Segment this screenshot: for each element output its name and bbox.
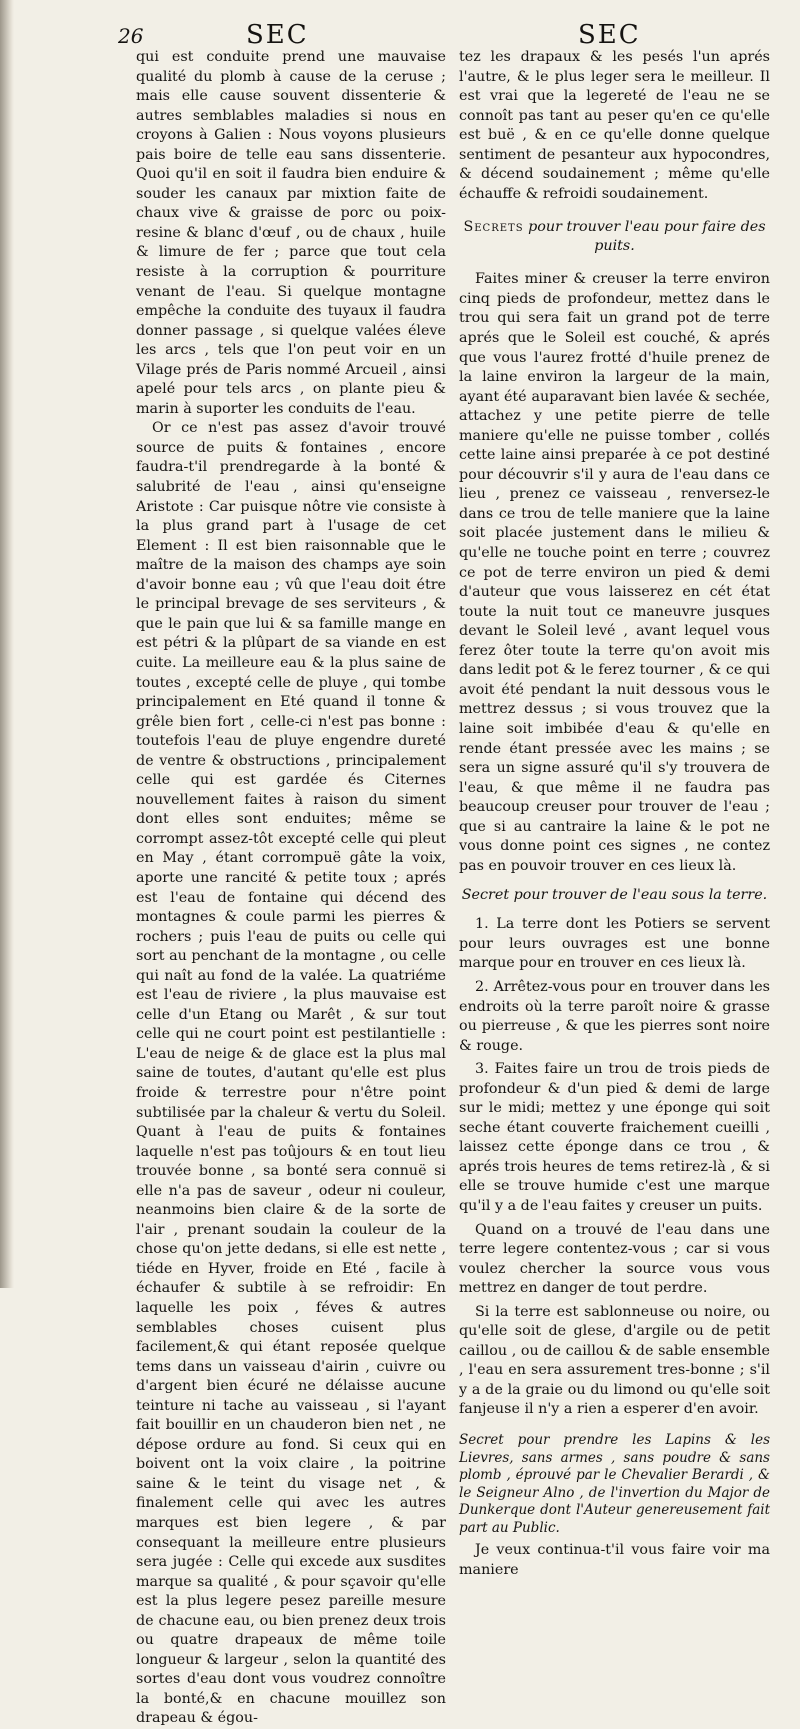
running-head-left: SEC [246,20,309,50]
running-head-right: SEC [578,20,641,50]
paragraph: Quand on a trouvé de l'eau dans une terre legere contentez-vous ; car si vous voulez chercher la source vous vous mettrez en danger de tout perdre. [459,1221,770,1297]
list-item: 2. Arrêtez-vous pour en trouver dans les endroits où la terre paroît noire & grasse ou pierreuse , & que les pierres sont noire & rouge. [459,978,770,1054]
page-number: 26 [118,24,144,48]
page-gutter-shadow [0,0,14,1288]
right-column [459,48,770,1578]
list-item: 3. Faites faire un trou de trois pieds de profondeur & d'un pied & demi de large sur le midi; mettez y une éponge qui soit seche étant couverte fraichement cueilli , laissez cette éponge dans ce trou , & aprés trois heures de tems retirez-là , & si elle se trouve humide c'est une marque qu'il y a de l'eau faites y creuser un puits. [459,1061,770,1214]
paragraph: Je veux continua-t'il vous faire voir ma maniere [459,1542,770,1578]
section-heading-caps: Secrets [463,219,524,236]
paragraph: Faites miner & creuser la terre environ cinq pieds de profondeur, mettez dans le trou qui sera fait un grand pot de terre aprés que le Soleil est couché, & aprés que vous l'aurez frotté d'huile prenez de la laine environ la largeur de la main, ayant été auparavant bien lavée & sechée, attachez y une petite pierre de telle maniere qu'elle ne puisse tomber , collés cette laine ainsi preparée à ce pot destiné pour découvrir s'il y aura de l'eau dans ce lieu , prenez ce vaisseau , renversez-le dans ce trou de telle maniere que la laine soit placée justement dans le milieu & qu'elle ne touche point en terre ; couvrez ce pot de terre environ un pied & demi d'auteur que vous laisserez en cét état toute la nuit tout ce maneuvre jusques devant le Soleil levé , avant lequel vous ferez ôter toute la terre qu'on avoit mis dans ledit pot & le ferez tourner , & ce qui avoit été pendant la nuit dessous vous le mettrez dessus ; si vous trouvez que la laine soit imbibée d'eau & qu'elle en rende étant pressée avec les mains ; se sera un signe assuré qu'il s'y trouvera de l'eau, & que même il ne faudra pas beaucoup creuser pour trouver de l'eau ; que si au cantraire la laine & le pot ne vous donne point ces signes , ne contez pas en pouvoir trouver en ces lieux là. [459,271,770,874]
paragraph: Si la terre est sablonneuse ou noire, ou qu'elle soit de glese, d'argile ou de petit caillou , ou de caillou & de sable ensemble , l'eau en sera assurement tres-bonne ; s'il y a de la graie ou du limond ou qu'elle soit fanjeuse il n'y a rien a esperer d'en avoir. [459,1303,770,1418]
list-item: 1. La terre dont les Potiers se servent pour leurs ouvrages est une bonne marque pour en trouver en ces lieux là. [459,916,770,972]
section-heading-well-water [459,218,770,256]
paragraph: qui est conduite prend une mauvaise qualité du plomb à cause de la ceruse ; mais elle cause souvent dissenterie & autres semblables maladies si nous en croyons à Galien : Nous voyons plusieurs pais boire de telle eau sans dissenterie. Quoi qu'il en soit il faudra bien enduire & souder les canaux par mixtion faite de chaux vive & graisse de porc ou poix-resine & blanc d'œuf , ou de chaux , huile & limure de fer ; parce que tout cela resiste à la corruption & pourriture venant de l'eau. Si quelque montagne empêche la conduite des tuyaux il faudra donner passage , si quelque valées éleve les arcs , tels que l'on peut voir en un Vilage prés de Paris nommé Arcueil , ainsi apelé pour tels arcs , on plante pieu & marin à suporter les conduits de l'eau. [136,49,446,417]
section-heading-rabbits-hares: Secret pour prendre les Lapins & les Lievres, sans armes , sans poudre & sans plomb , éprouvé par le Chevalier Berardi , & le Seigneur Alno , de l'invertion du Major de Dunkerque dont l'Auteur genereusement fait part au Public. [459,1432,770,1536]
paragraph: Or ce n'est pas assez d'avoir trouvé source de puits & fontaines , encore faudra-t'il prendregarde à la bonté & salubrité de l'eau , ainsi qu'enseigne Aristote : Car puisque nôtre vie consiste à la plus grand part à l'usage de cet Element : Il est bien raisonnable que le maître de la maison des champs aye soin d'avoir bonne eau ; vû que l'eau doit étre le principal brevage de ses serviteurs , & que le pain que lui & sa famille mange en est pétri & la plûpart de sa viande en est cuite. La meilleure eau & la plus saine de toutes , excepté celle de pluye , qui tombe principalement en Eté quand il tonne & grêle bien fort , celle-ci n'est pas bonne : toutefois l'eau de pluye engendre dureté de ventre & obstructions , principalement celle qui est gardée és Citernes nouvellement faites à raison du siment dont elles sont enduites; même se corrompt assez-tôt excepté celle qui pleut en May , étant corrompuë gâte la voix, aporte une rancité & petite toux ; aprés est l'eau de fontaine qui décend des montagnes & coule parmi les pierres & rochers ; puis l'eau de puits ou celle qui sort au penchant de la montagne , ou celle qui naît au fond de la valée. La quatriéme est l'eau de riviere , la plus mauvaise est celle d'un Etang ou Marêt , & sur tout celle qui ne court point est pestilantielle : L'eau de neige & de glace est la plus mal saine de toutes, d'autant qu'elle est plus froide & terrestre pour n'être point subtilisée par la chaleur & vertu du Soleil. Quant à l'eau de puits & fontaines laquelle n'est pas toûjours & en tout lieu trouvée bonne , sa bonté sera connuë si elle n'a pas de saveur , odeur ni couleur, neanmoins bien claire & de la sorte de l'air , prenant soudain la couleur de la chose qu'on jette dedans, si elle est nette , tiéde en Hyver, froide en Eté , facile à échaufer & subtile à se refroidir: En laquelle les poix , féves & autres semblables choses cuisent plus facilement,& qui étant reposée quelque tems dans un vaisseau d'airin , cuivre ou d'argent bien écuré ne délaisse aucune teinture ni tache au vaisseau , si l'ayant fait bouillir en un chauderon bien net , ne dépose ordure au fond. Si ceux qui en boivent ont la voix claire , la poitrine saine & le teint du visage net , & finalement celle qui avec les autres marques est bien legere , & par consequant la meilleure entre plusieurs sera jugée : Celle qui excede aux susdites marque sa qualité , & pour sçavoir qu'elle est la plus legere pesez pareille mesure de chacune eau, ou bien prenez deux trois ou quatre drapeaux de même toile longueur & largeur , selon la quantité des sortes d'eau dont vous voudrez connoître la bonté,& en chacune mouillez son drapeau & égou- [136,420,446,1727]
section-heading-rest: pour trouver l'eau pour faire des puits. [523,219,766,255]
section-heading-underground-water: Secret pour trouver de l'eau sous la terre. [461,887,768,904]
paragraph: tez les drapaux & les pesés l'un aprés l'autre, & le plus leger sera le meilleur. Il est vrai que la legereté de l'eau ne se connoît pas tant au peser qu'en ce qu'elle est buë , & en ce qu'elle donne quelque sentiment de pesanteur aux hypocondres, & décend soudainement ; même qu'elle échauffe & refroidi soudainement. [459,49,770,202]
left-column [136,48,446,1727]
